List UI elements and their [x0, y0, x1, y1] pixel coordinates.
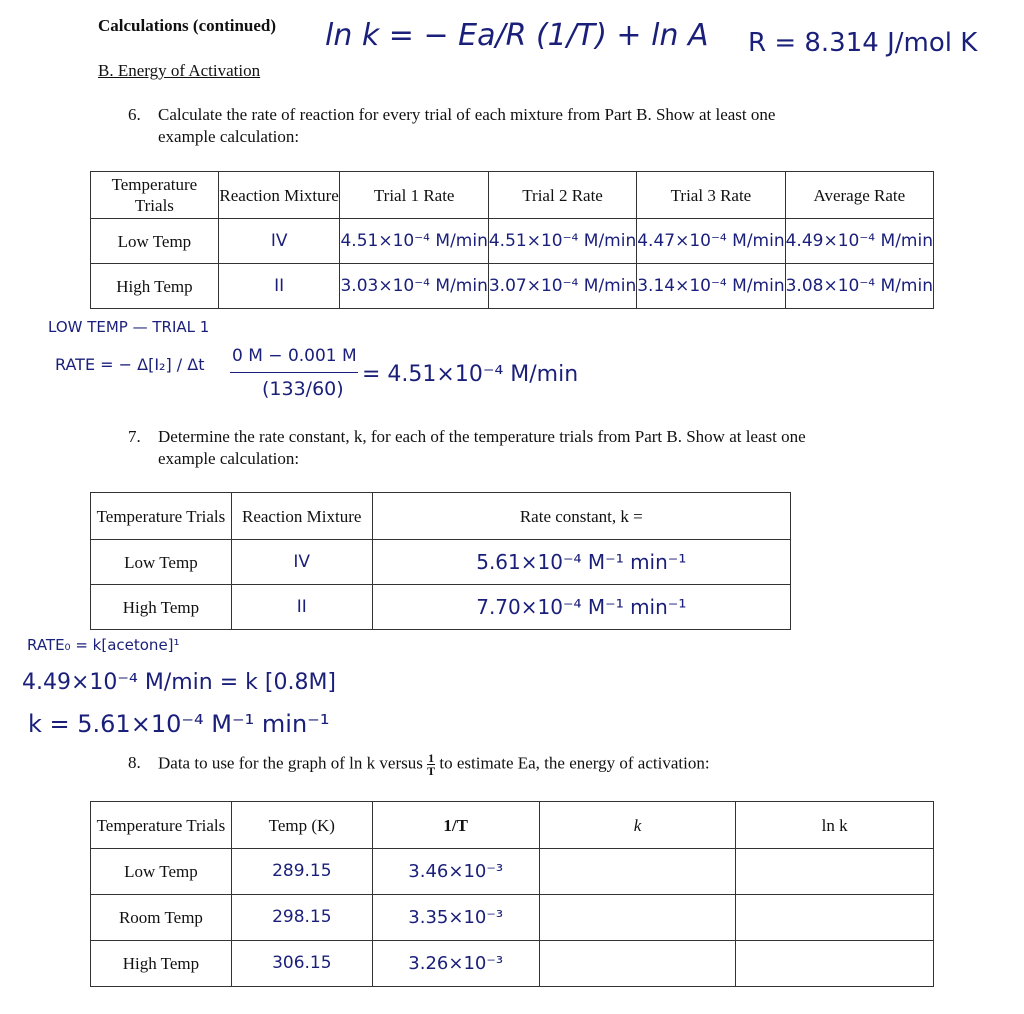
- temp-kelvin-cell: 298.15: [231, 895, 372, 941]
- rates-table: [90, 171, 934, 309]
- k-cell: [539, 849, 736, 895]
- column-header: ln k: [736, 802, 934, 849]
- table-header-row: [91, 802, 934, 849]
- column-header: Trial 1 Rate: [340, 172, 488, 219]
- column-header: Trial 2 Rate: [488, 172, 636, 219]
- work-substitution: 4.49×10⁻⁴ M/min = k [0.8M]: [22, 670, 337, 695]
- work-rate-law: RATE₀ = k[acetone]¹: [27, 636, 180, 654]
- k-cell: [539, 895, 736, 941]
- column-header: k: [539, 802, 736, 849]
- ln-k-cell: [736, 849, 934, 895]
- column-header: Temperature Trials: [91, 493, 232, 540]
- column-header: Temp (K): [231, 802, 372, 849]
- work-denominator: (133/60): [262, 378, 344, 400]
- trial-cell: High Temp: [91, 264, 219, 309]
- work-rate-formula: RATE = − Δ[I₂] / Δt: [55, 355, 205, 374]
- fraction-numerator: 1: [428, 751, 435, 765]
- trial-cell: High Temp: [91, 585, 232, 630]
- ln-k-cell: [736, 895, 934, 941]
- handwritten-gas-constant: R = 8.314 J/mol K: [748, 28, 978, 58]
- trial-cell: Low Temp: [91, 219, 219, 264]
- inverse-temp-cell: 3.46×10⁻³: [372, 849, 539, 895]
- question-7-text-line1: Determine the rate constant, k, for each of the temperature trials from Part B. Show at least one: [158, 427, 806, 446]
- question-8-number: 8.: [128, 753, 141, 772]
- column-header: Temperature Trials: [91, 172, 219, 219]
- column-header: Reaction Mixture: [218, 172, 340, 219]
- question-8-text-post: to estimate Ea, the energy of activation:: [439, 753, 710, 773]
- column-header: 1/T: [372, 802, 539, 849]
- table-row: [91, 264, 934, 309]
- trial-cell: Room Temp: [91, 895, 232, 941]
- graph-data-table: [90, 801, 934, 987]
- average-rate-cell: 3.08×10⁻⁴ M/min: [785, 264, 933, 309]
- trial-cell: Low Temp: [91, 540, 232, 585]
- rate-cell: 3.07×10⁻⁴ M/min: [488, 264, 636, 309]
- rate-constant-cell: 5.61×10⁻⁴ M⁻¹ min⁻¹: [372, 540, 790, 585]
- column-header: Trial 3 Rate: [637, 172, 785, 219]
- inverse-temperature-fraction: [427, 752, 435, 777]
- question-6-text-line2: example calculation:: [158, 127, 300, 146]
- rate-cell: 4.51×10⁻⁴ M/min: [488, 219, 636, 264]
- rate-constant-cell: 7.70×10⁻⁴ M⁻¹ min⁻¹: [372, 585, 790, 630]
- fraction-denominator: T: [427, 764, 436, 778]
- rate-cell: 3.03×10⁻⁴ M/min: [340, 264, 488, 309]
- table-row: [91, 585, 791, 630]
- mixture-cell: II: [231, 585, 372, 630]
- column-header: Temperature Trials: [91, 802, 232, 849]
- temp-kelvin-cell: 306.15: [231, 941, 372, 987]
- rate-constant-table: [90, 492, 791, 630]
- ln-k-cell: [736, 941, 934, 987]
- trial-cell: Low Temp: [91, 849, 232, 895]
- page-title: Calculations (continued): [98, 16, 277, 35]
- table-header-row: [91, 172, 934, 219]
- rate-cell: 4.51×10⁻⁴ M/min: [340, 219, 488, 264]
- work-k-result: k = 5.61×10⁻⁴ M⁻¹ min⁻¹: [28, 710, 330, 738]
- rate-cell: 4.47×10⁻⁴ M/min: [637, 219, 785, 264]
- work-fraction-bar: [230, 372, 358, 373]
- question-8-text-pre: Data to use for the graph of ln k versus: [158, 753, 423, 773]
- section-heading: B. Energy of Activation: [98, 61, 261, 80]
- column-header: Reaction Mixture: [231, 493, 372, 540]
- table-row: [91, 895, 934, 941]
- table-header-row: [91, 493, 791, 540]
- inverse-temp-cell: 3.26×10⁻³: [372, 941, 539, 987]
- table-row: [91, 849, 934, 895]
- question-6-number: 6.: [128, 105, 141, 124]
- handwritten-arrhenius-equation: ln k = − Ea/R (1/T) + ln A: [325, 18, 709, 53]
- work-label-low-temp-trial1: LOW TEMP — TRIAL 1: [48, 318, 210, 336]
- table-row: [91, 941, 934, 987]
- mixture-cell: IV: [231, 540, 372, 585]
- question-8-text: [158, 752, 710, 777]
- question-7-number: 7.: [128, 427, 141, 446]
- average-rate-cell: 4.49×10⁻⁴ M/min: [785, 219, 933, 264]
- temp-kelvin-cell: 289.15: [231, 849, 372, 895]
- question-6-text-line1: Calculate the rate of reaction for every trial of each mixture from Part B. Show at least one: [158, 105, 776, 124]
- table-row: [91, 540, 791, 585]
- k-cell: [539, 941, 736, 987]
- trial-cell: High Temp: [91, 941, 232, 987]
- table-row: [91, 219, 934, 264]
- column-header: Average Rate: [785, 172, 933, 219]
- inverse-temp-cell: 3.35×10⁻³: [372, 895, 539, 941]
- column-header: Rate constant, k =: [372, 493, 790, 540]
- rate-cell: 3.14×10⁻⁴ M/min: [637, 264, 785, 309]
- question-7-text-line2: example calculation:: [158, 449, 300, 468]
- mixture-cell: IV: [218, 219, 340, 264]
- work-result: = 4.51×10⁻⁴ M/min: [362, 362, 579, 387]
- work-numerator: 0 M − 0.001 M: [232, 346, 357, 366]
- mixture-cell: II: [218, 264, 340, 309]
